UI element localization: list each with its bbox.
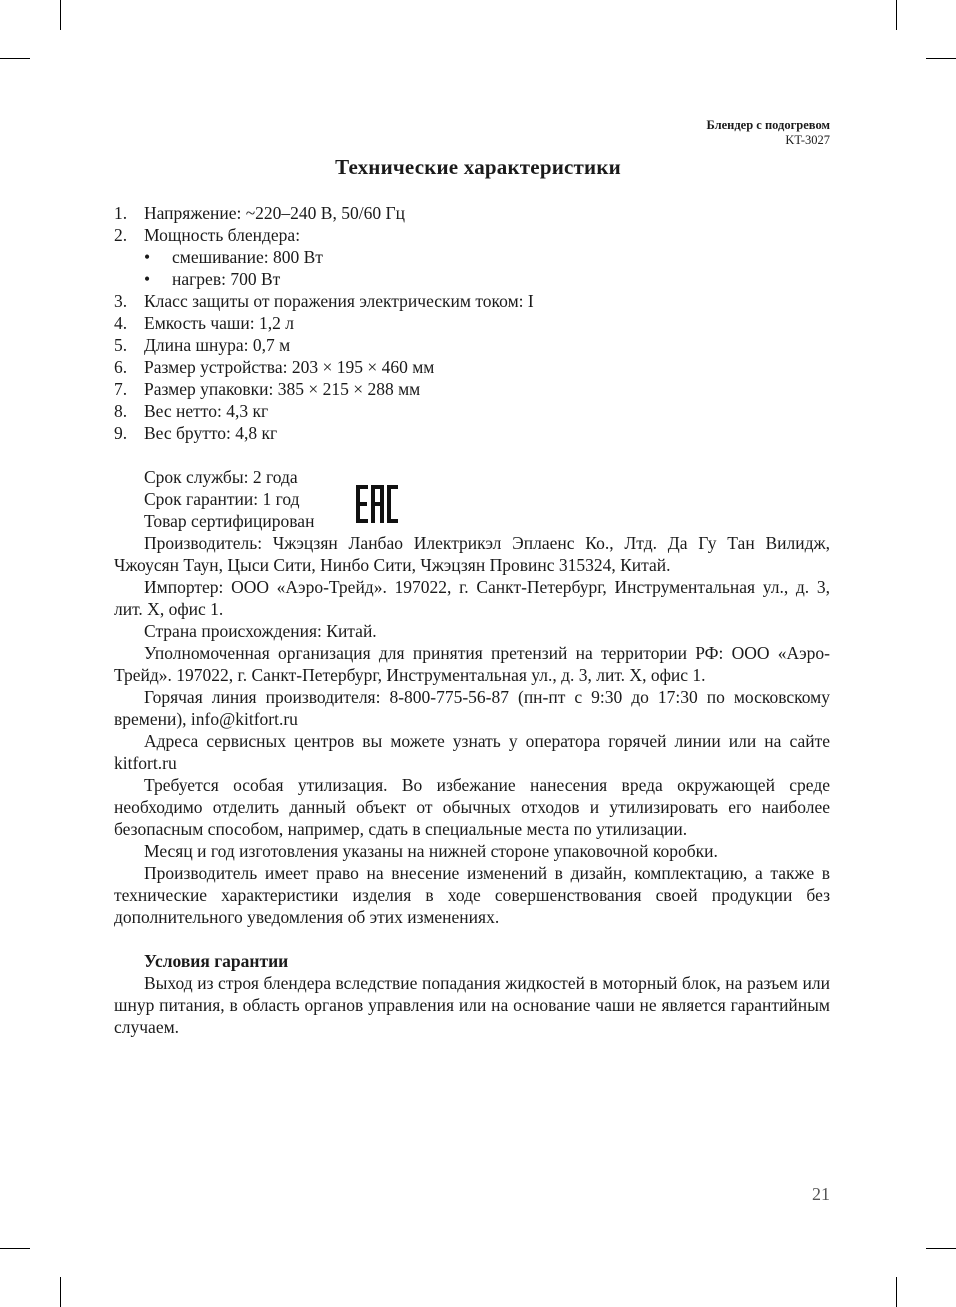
crop-mark bbox=[60, 0, 61, 30]
running-header bbox=[706, 118, 830, 148]
certified-text: Товар сертифицирован bbox=[144, 511, 315, 531]
warranty-term: Срок гарантии: 1 год bbox=[144, 489, 300, 509]
importer-paragraph: Импортер: ООО «Аэро-Трейд». 197022, г. Санкт-Петербург, Инструментальная ул., д. 3, лит. Х, офис 1. bbox=[114, 577, 830, 619]
disposal-paragraph: Требуется особая утилизация. Во избежание нанесения вреда окружающей среде необходимо отделить данный объект от обычных отходов и утилизировать его наиболее безопасным способом, например, сдать в специальные места по утилизации. bbox=[114, 775, 830, 839]
spec-item: 7. Размер упаковки: 385 × 215 × 288 мм bbox=[114, 379, 421, 399]
spec-item: 8. Вес нетто: 4,3 кг bbox=[114, 401, 269, 421]
warranty-paragraph: Выход из строя блендера вследствие попадания жидкостей в моторный блок, на разъем или шнур питания, в область органов управления или на основание чаши не является гарантийным случаем. bbox=[114, 973, 830, 1037]
page-title: Технические характеристики bbox=[335, 155, 621, 179]
spacer bbox=[114, 928, 830, 950]
header-product: Блендер с подогревом bbox=[706, 118, 830, 132]
certified-row bbox=[114, 510, 830, 532]
crop-mark bbox=[896, 1277, 897, 1307]
crop-mark bbox=[60, 1277, 61, 1307]
eac-mark-icon bbox=[356, 485, 398, 523]
authorized-paragraph: Уполномоченная организация для принятия претензий на территории РФ: ООО «Аэро-Трейд». 197022, г. Санкт-Петербург, Инструментальная ул., д. 3, лит. Х, офис 1. bbox=[114, 643, 830, 685]
spec-item: 5. Длина шнура: 0,7 м bbox=[114, 335, 291, 355]
spec-item: 9. Вес брутто: 4,8 кг bbox=[114, 423, 278, 443]
page-number: 21 bbox=[812, 1184, 830, 1204]
spec-list bbox=[114, 202, 830, 444]
manufacturer-paragraph: Производитель: Чжэцзян Ланбао Илектрикэл Эплаенс Ко., Лтд. Да Гу Тан Вилидж, Чжоусян Таун, Цыси Сити, Нинбо Сити, Чжэцзян Провинс 315324, Китай. bbox=[114, 533, 830, 575]
spec-item: 2. Мощность блендера: bbox=[114, 225, 301, 245]
manufacture-date-paragraph: Месяц и год изготовления указаны на нижней стороне упаковочной коробки. bbox=[144, 841, 718, 861]
header-model: KT-3027 bbox=[785, 133, 830, 147]
changes-paragraph: Производитель имеет право на внесение изменений в дизайн, комплектацию, а также в технические характеристики изделия в ходе совершенствования своей продукции без дополнительного уведомления об этих изменениях. bbox=[114, 863, 830, 927]
spec-item: 4. Емкость чаши: 1,2 л bbox=[114, 313, 294, 333]
service-life: Срок службы: 2 года bbox=[144, 467, 298, 487]
spec-item: 6. Размер устройства: 203 × 195 × 460 мм bbox=[114, 357, 435, 377]
crop-mark bbox=[896, 0, 897, 30]
power-bullet: • смешивание: 800 Вт bbox=[144, 247, 323, 267]
crop-mark bbox=[0, 1248, 30, 1249]
service-centers-paragraph: Адреса сервисных центров вы можете узнать у оператора горячей линии или на сайте kitfort.ru bbox=[114, 731, 830, 773]
document-body bbox=[114, 466, 830, 1038]
warranty-heading: Условия гарантии bbox=[144, 951, 289, 971]
crop-mark bbox=[926, 1248, 956, 1249]
crop-mark bbox=[0, 58, 30, 59]
spec-item: 1. Напряжение: ~220–240 В, 50/60 Гц bbox=[114, 203, 405, 223]
crop-mark bbox=[926, 58, 956, 59]
hotline-paragraph: Горячая линия производителя: 8-800-775-56-87 (пн-пт с 9:30 до 17:30 по московскому времени), info@kitfort.ru bbox=[114, 687, 830, 729]
power-bullet: • нагрев: 700 Вт bbox=[144, 269, 281, 289]
spec-item: 3. Класс защиты от поражения электрическим током: I bbox=[114, 291, 534, 311]
origin-paragraph: Страна происхождения: Китай. bbox=[144, 621, 377, 641]
